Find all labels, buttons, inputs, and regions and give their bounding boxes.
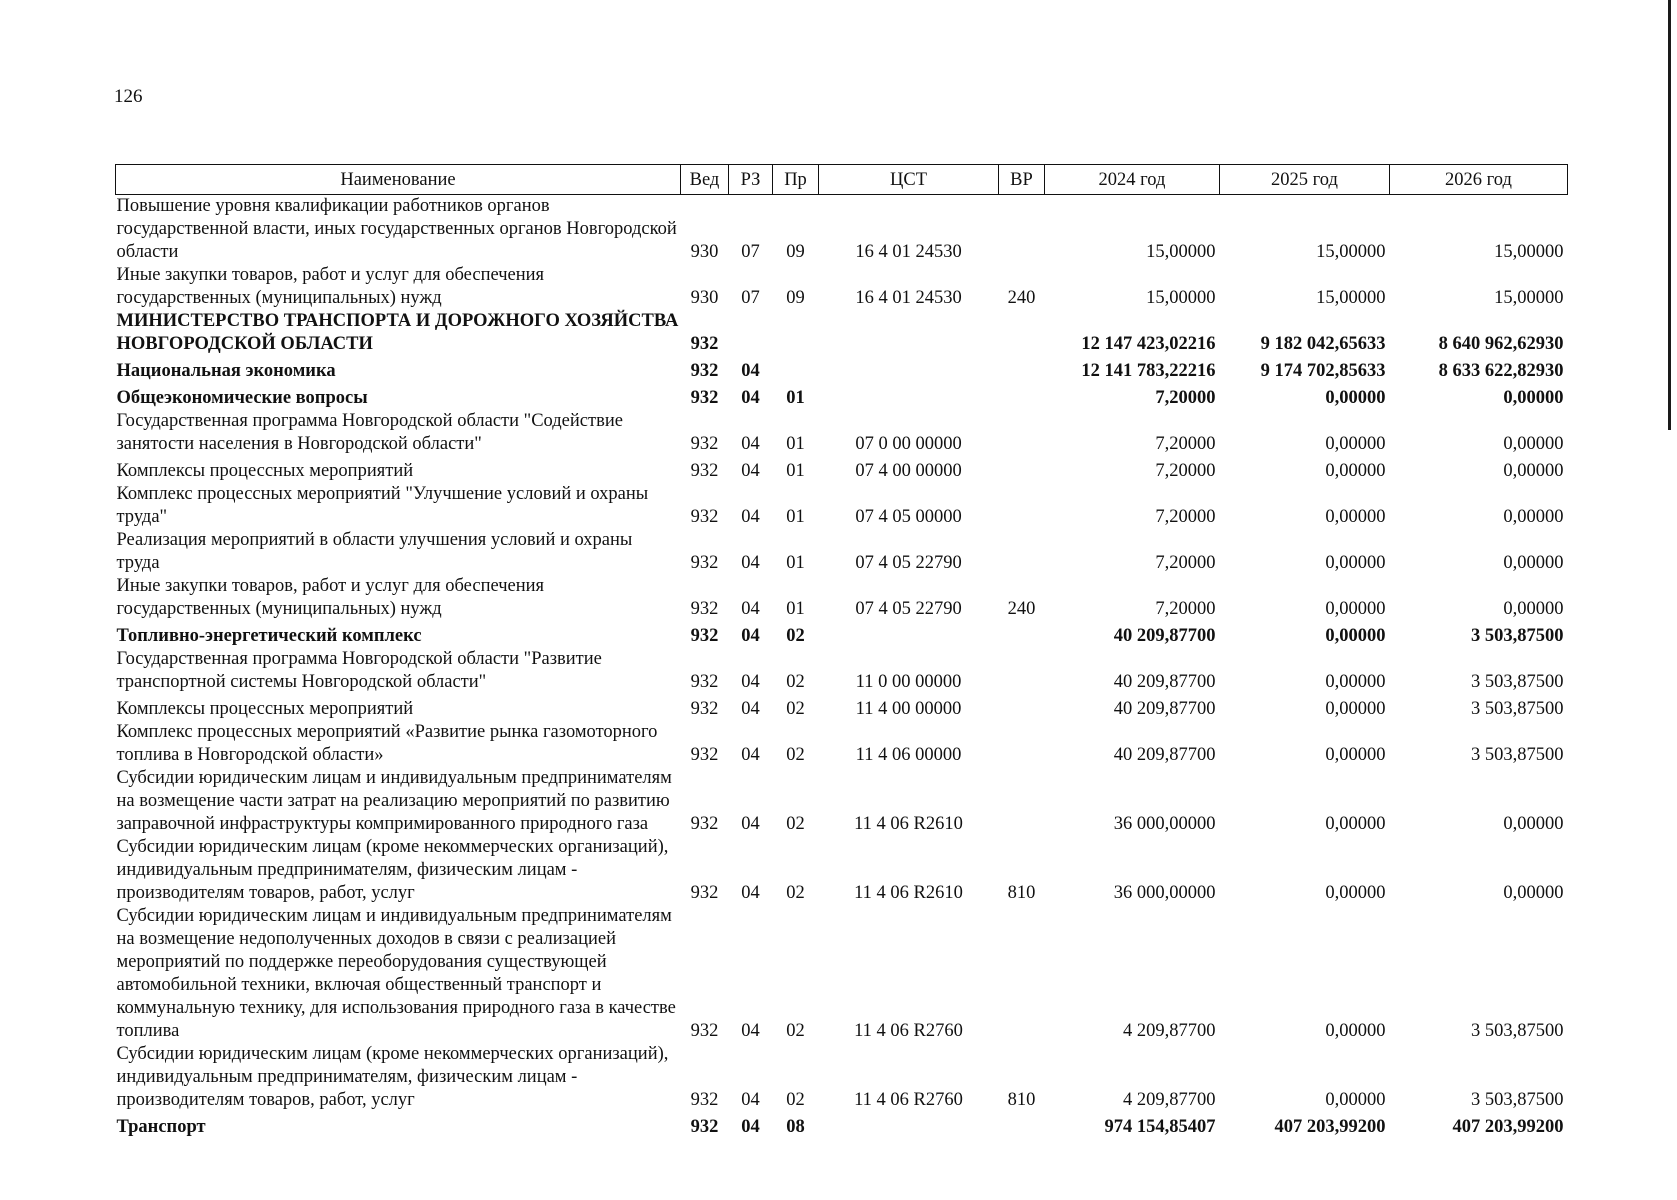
row-pr: 01 (786, 461, 805, 481)
row-pr: 02 (786, 1090, 805, 1110)
row-ved: 932 (690, 461, 719, 481)
row-pr: 09 (786, 288, 805, 308)
row-name: Субсидии юридическим лицам и индивидуальным предпринимателям на возмещение недополученных доходов в связи с реализацией мероприятий по поддержке переоборудования существующей автомобильной техники, включая общественный транспорт и коммунальную технику, для использования природного газа в качестве топлива (116, 906, 676, 1041)
row-2026: 0,00000 (1503, 461, 1564, 481)
table-row-subsection (116, 383, 1568, 410)
row-ved: 932 (690, 672, 719, 692)
row-ved: 932 (690, 1117, 719, 1137)
row-2024: 4 209,87700 (1123, 1090, 1216, 1110)
row-2025: 0,00000 (1325, 1090, 1386, 1110)
row-vr (999, 694, 1045, 721)
row-2026: 0,00000 (1503, 553, 1564, 573)
row-cst: 11 4 06 R2610 (854, 814, 963, 834)
row-vr (999, 356, 1045, 383)
row-name: Топливно-энергетический комплекс (116, 626, 422, 646)
row-2026: 0,00000 (1503, 434, 1564, 454)
row-vr (999, 905, 1045, 1043)
table-header-row (116, 165, 1568, 195)
row-rz: 07 (741, 242, 760, 262)
row-cst (819, 621, 999, 648)
row-2026: 3 503,87500 (1471, 626, 1564, 646)
budget-table (115, 164, 1568, 1139)
col-header-2025: 2025 год (1220, 165, 1390, 195)
row-pr: 02 (786, 814, 805, 834)
row-2025: 0,00000 (1325, 672, 1386, 692)
row-rz: 04 (741, 699, 760, 719)
row-2025: 407 203,99200 (1274, 1117, 1386, 1137)
table-row (116, 264, 1568, 310)
row-vr (999, 529, 1045, 575)
row-rz: 04 (741, 599, 760, 619)
table-row (116, 456, 1568, 483)
row-vr (999, 621, 1045, 648)
row-ved: 932 (690, 553, 719, 573)
row-2026: 15,00000 (1494, 242, 1564, 262)
row-2025: 0,00000 (1325, 553, 1386, 573)
row-name: Реализация мероприятий в области улучшения условий и охраны труда (116, 530, 633, 573)
row-2026: 8 633 622,82930 (1438, 361, 1564, 381)
scan-edge-line (1668, 0, 1671, 430)
table-row (116, 575, 1568, 621)
row-2024: 40 209,87700 (1113, 745, 1216, 765)
row-rz: 04 (741, 745, 760, 765)
row-2026: 407 203,99200 (1452, 1117, 1564, 1137)
row-2025: 0,00000 (1325, 461, 1386, 481)
row-2026: 15,00000 (1494, 288, 1564, 308)
row-2025: 15,00000 (1316, 242, 1386, 262)
row-cst (819, 1112, 999, 1139)
col-header-rz: РЗ (729, 165, 773, 195)
row-ved: 932 (690, 814, 719, 834)
row-rz: 07 (741, 288, 760, 308)
row-2026: 3 503,87500 (1471, 672, 1564, 692)
row-cst: 07 4 05 00000 (855, 507, 962, 527)
table-row-section (116, 356, 1568, 383)
row-2024: 7,20000 (1155, 599, 1216, 619)
row-cst: 07 4 05 22790 (855, 599, 962, 619)
row-pr: 02 (786, 883, 805, 903)
row-name: Субсидии юридическим лицам (кроме некоммерческих организаций), индивидуальным предпринимателям, физическим лицам - производителям товаров, работ, услуг (116, 1044, 669, 1110)
col-header-2024: 2024 год (1045, 165, 1220, 195)
row-rz: 04 (741, 553, 760, 573)
row-2025: 0,00000 (1325, 626, 1386, 646)
row-2026: 3 503,87500 (1471, 699, 1564, 719)
table-row (116, 410, 1568, 456)
row-ved: 932 (690, 745, 719, 765)
row-vr (999, 767, 1045, 836)
row-ved: 932 (690, 883, 719, 903)
row-cst: 11 4 06 00000 (855, 745, 962, 765)
table-row (116, 836, 1568, 905)
col-header-vr: ВР (999, 165, 1045, 195)
row-cst (819, 356, 999, 383)
row-ved: 932 (690, 699, 719, 719)
row-2024: 40 209,87700 (1113, 626, 1216, 646)
table-row (116, 721, 1568, 767)
table-row (116, 483, 1568, 529)
row-2026: 0,00000 (1503, 814, 1564, 834)
table-row (116, 648, 1568, 694)
row-ved: 932 (690, 388, 719, 408)
row-2025: 0,00000 (1325, 699, 1386, 719)
row-2026: 0,00000 (1503, 388, 1564, 408)
row-name: Иные закупки товаров, работ и услуг для обеспечения государственных (муниципальных) нужд (116, 265, 545, 308)
row-ved: 932 (690, 434, 719, 454)
table-row (116, 1043, 1568, 1112)
row-name: Комплекс процессных мероприятий "Улучшение условий и охраны труда" (116, 484, 649, 527)
row-vr (999, 195, 1045, 265)
row-2024: 974 154,85407 (1104, 1117, 1216, 1137)
row-name: Государственная программа Новгородской области "Содействие занятости населения в Новгородской области" (116, 411, 623, 454)
row-ved: 932 (690, 507, 719, 527)
row-ved: 932 (690, 1090, 719, 1110)
col-header-ved: Вед (681, 165, 729, 195)
col-header-cst: ЦСТ (819, 165, 999, 195)
row-pr: 02 (786, 626, 805, 646)
row-pr: 02 (786, 672, 805, 692)
row-name: Комплексы процессных мероприятий (116, 699, 414, 719)
row-cst: 11 4 00 00000 (855, 699, 962, 719)
row-2026: 3 503,87500 (1471, 1090, 1564, 1110)
row-name: Общеэкономические вопросы (116, 388, 368, 408)
row-2025: 0,00000 (1325, 388, 1386, 408)
row-2024: 40 209,87700 (1113, 699, 1216, 719)
table-row-subsection (116, 1112, 1568, 1139)
row-pr: 01 (786, 599, 805, 619)
row-2024: 15,00000 (1146, 288, 1216, 308)
row-pr: 02 (786, 699, 805, 719)
row-2025: 9 182 042,65633 (1260, 334, 1386, 354)
table-row (116, 767, 1568, 836)
row-2025: 0,00000 (1325, 434, 1386, 454)
row-2025: 0,00000 (1325, 599, 1386, 619)
row-name: Транспорт (116, 1117, 206, 1137)
row-ved: 932 (690, 599, 719, 619)
row-2024: 36 000,00000 (1113, 883, 1216, 903)
row-pr: 02 (786, 1021, 805, 1041)
row-cst: 16 4 01 24530 (855, 288, 962, 308)
row-name: МИНИСТЕРСТВО ТРАНСПОРТА И ДОРОЖНОГО ХОЗЯЙСТВА НОВГОРОДСКОЙ ОБЛАСТИ (116, 311, 679, 354)
row-name: Повышение уровня квалификации работников органов государственной власти, иных государственных органов Новгородской области (116, 196, 677, 262)
row-cst (819, 383, 999, 410)
row-vr (999, 410, 1045, 456)
row-rz: 04 (741, 672, 760, 692)
row-rz: 04 (741, 388, 760, 408)
row-name: Субсидии юридическим лицам и индивидуальным предпринимателям на возмещение части затрат на реализацию мероприятий по развитию заправочной инфраструктуры компримированного природного газа (116, 768, 672, 834)
row-rz: 04 (741, 883, 760, 903)
row-pr: 02 (786, 745, 805, 765)
row-cst: 11 4 06 R2610 (854, 883, 963, 903)
table-row (116, 905, 1568, 1043)
row-pr (773, 310, 819, 356)
row-vr (999, 648, 1045, 694)
row-cst: 07 4 00 00000 (855, 461, 962, 481)
row-pr: 09 (786, 242, 805, 262)
row-ved: 932 (690, 334, 719, 354)
row-vr: 810 (1007, 883, 1036, 903)
row-pr: 08 (786, 1117, 805, 1137)
row-2026: 3 503,87500 (1471, 745, 1564, 765)
row-rz: 04 (741, 434, 760, 454)
row-ved: 932 (690, 1021, 719, 1041)
row-cst: 11 0 00 00000 (855, 672, 962, 692)
row-cst: 07 4 05 22790 (855, 553, 962, 573)
row-rz: 04 (741, 507, 760, 527)
row-2024: 7,20000 (1155, 461, 1216, 481)
row-2024: 36 000,00000 (1113, 814, 1216, 834)
row-rz: 04 (741, 1090, 760, 1110)
row-name: Иные закупки товаров, работ и услуг для обеспечения государственных (муниципальных) нужд (116, 576, 545, 619)
row-name: Государственная программа Новгородской области "Развитие транспортной системы Новгородской области" (116, 649, 602, 692)
row-vr: 240 (1007, 288, 1036, 308)
row-vr: 240 (1007, 599, 1036, 619)
row-cst: 16 4 01 24530 (855, 242, 962, 262)
row-name: Субсидии юридическим лицам (кроме некоммерческих организаций), индивидуальным предпринимателям, физическим лицам - производителям товаров, работ, услуг (116, 837, 669, 903)
row-2024: 12 147 423,02216 (1081, 334, 1216, 354)
row-name: Комплекс процессных мероприятий «Развитие рынка газомоторного топлива в Новгородской области» (116, 722, 658, 765)
col-header-2026: 2026 год (1390, 165, 1568, 195)
row-2024: 7,20000 (1155, 434, 1216, 454)
row-cst: 11 4 06 R2760 (854, 1090, 963, 1110)
row-pr (773, 356, 819, 383)
row-rz: 04 (741, 1021, 760, 1041)
row-2024: 4 209,87700 (1123, 1021, 1216, 1041)
row-2025: 0,00000 (1325, 814, 1386, 834)
row-ved: 930 (690, 288, 719, 308)
row-2025: 15,00000 (1316, 288, 1386, 308)
row-cst: 11 4 06 R2760 (854, 1021, 963, 1041)
row-2024: 40 209,87700 (1113, 672, 1216, 692)
row-ved: 932 (690, 361, 719, 381)
row-2025: 0,00000 (1325, 745, 1386, 765)
row-2025: 9 174 702,85633 (1260, 361, 1386, 381)
col-header-name: Наименование (116, 165, 681, 195)
page-number: 126 (114, 86, 143, 107)
row-vr (999, 383, 1045, 410)
row-2024: 12 141 783,22216 (1081, 361, 1216, 381)
row-vr (999, 456, 1045, 483)
row-ved: 930 (690, 242, 719, 262)
row-vr (999, 483, 1045, 529)
table-row-ministry (116, 310, 1568, 356)
row-name: Комплексы процессных мероприятий (116, 461, 414, 481)
row-vr: 810 (1007, 1090, 1036, 1110)
row-vr (999, 1112, 1045, 1139)
row-rz: 04 (741, 814, 760, 834)
table-row-subsection (116, 621, 1568, 648)
row-cst (819, 310, 999, 356)
row-2026: 0,00000 (1503, 599, 1564, 619)
table-row (116, 694, 1568, 721)
col-header-pr: Пр (773, 165, 819, 195)
row-2025: 0,00000 (1325, 507, 1386, 527)
row-rz: 04 (741, 1117, 760, 1137)
row-rz: 04 (741, 626, 760, 646)
row-2024: 7,20000 (1155, 507, 1216, 527)
row-pr: 01 (786, 553, 805, 573)
row-2026: 0,00000 (1503, 883, 1564, 903)
row-2026: 3 503,87500 (1471, 1021, 1564, 1041)
table-row (116, 195, 1568, 265)
row-2024: 15,00000 (1146, 242, 1216, 262)
row-rz: 04 (741, 361, 760, 381)
row-pr: 01 (786, 434, 805, 454)
row-pr: 01 (786, 507, 805, 527)
row-2026: 0,00000 (1503, 507, 1564, 527)
row-2024: 7,20000 (1155, 553, 1216, 573)
row-rz (729, 310, 773, 356)
row-pr: 01 (786, 388, 805, 408)
row-vr (999, 310, 1045, 356)
row-rz: 04 (741, 461, 760, 481)
table-row (116, 529, 1568, 575)
row-2024: 7,20000 (1155, 388, 1216, 408)
row-cst: 07 0 00 00000 (855, 434, 962, 454)
row-2025: 0,00000 (1325, 883, 1386, 903)
row-name: Национальная экономика (116, 361, 336, 381)
row-vr (999, 721, 1045, 767)
row-2026: 8 640 962,62930 (1438, 334, 1564, 354)
row-2025: 0,00000 (1325, 1021, 1386, 1041)
row-ved: 932 (690, 626, 719, 646)
